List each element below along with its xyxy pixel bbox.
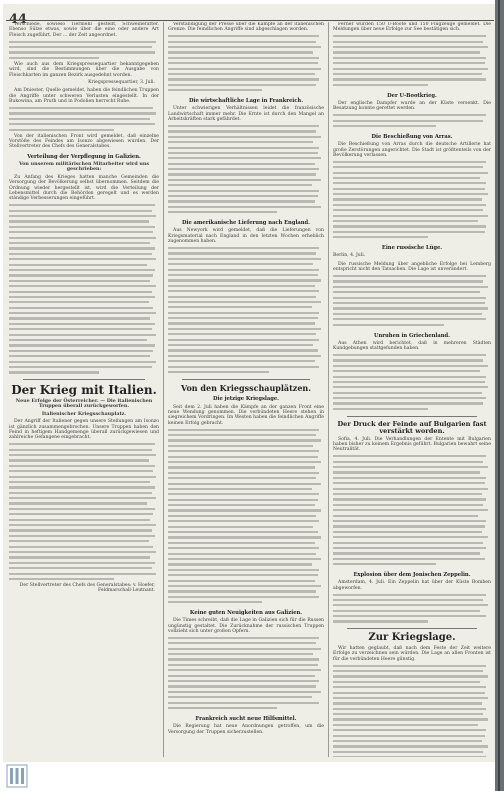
col3-text-block-8: [333, 664, 491, 757]
col1-signature-1: Kriegspressequartier, 3. Juli.: [88, 80, 155, 85]
column-2: [168, 22, 324, 757]
column-rule-2: [328, 22, 329, 757]
col3-headline-2: Die Beschießung von Arras.: [371, 133, 453, 140]
col3-text-block-2: [333, 114, 491, 130]
library-logo-icon: [6, 764, 28, 788]
col3-text-block-5: [333, 354, 491, 413]
col1-divider: [23, 379, 145, 380]
col1-big-headline: Der Krieg mit Italien.: [11, 383, 157, 398]
col2-headline-4: Frankreich sucht neue Hilfsmittel.: [195, 715, 297, 722]
col1-text-block-2: [9, 107, 159, 134]
col2-big-headline: Von den Kriegsschauplätzen.: [180, 382, 312, 393]
newspaper-page: [3, 4, 495, 762]
col3-divider: [347, 416, 477, 417]
col3-text-block-4: [333, 275, 491, 329]
col3-top-text: Ferner wurden 150 U-Boote und 150 Flugzeuge gemeldet. Die Meldungen über neue Erfolge zur See bestätigen sich.: [333, 22, 491, 33]
col2-divider: [182, 379, 310, 380]
col1-notice-2: Am Dniester, Quelle gemeldet, haben die feindlichen Truppen die Angriffe unter schweren Verlusten eingestellt. In der Bukowina, am Pruth und in Podolien herrscht Ruhe.: [9, 88, 159, 105]
col3-text-block-3: [333, 160, 491, 241]
col2-text-block: [168, 35, 324, 94]
col2-text-5: Die Regierung hat neue Anordnungen getroffen, um die Versorgung der Truppen sicherzustellen.: [168, 724, 324, 735]
page-number: 44: [9, 12, 28, 27]
bottom-margin: [3, 762, 495, 791]
col2-text-block-4: [168, 428, 324, 606]
col3-text-5: Sofia, 4. Juli. Die Verhandlungen der Entente mit Bulgarien haben bisher zu keinem Ergebnis geführt. Bulgarien bewahrt seine Neutralität.: [333, 436, 491, 453]
col1-italy-lead: Italienischer Kriegsschauplatz.: [41, 410, 127, 417]
col3-text-1: Der englische Dampfer wurde an der Küste versenkt. Die Besatzung konnte gerettet werden.: [333, 100, 491, 112]
col2-text-block-2: [168, 125, 324, 217]
col1-signature-2: Der Stellvertreter des Chefs des Generalstabes: v. Hoefer, Feldmarschall-Leutnant.: [19, 582, 155, 594]
col2-headline-3: Keine guten Neuigkeiten aus Galizien.: [189, 610, 303, 617]
col1-text-block-4: [9, 443, 159, 583]
col1-text-block-3: [9, 204, 159, 377]
col1-galizien-sub: Von unserem militärischen Mitarbeiter wird uns geschrieben:: [18, 161, 150, 173]
col1-intro: Verschiede, sowieso Tiermehl gestellt, Schweinefutter. Ebenso Sülze etwas, sowie über die eine oder andere Art Fleisch zugeführt. Der ... der Zeit angeordnet.: [9, 22, 159, 38]
column-rule-1: [163, 22, 164, 757]
col3-dateline-1: Berlin, 4. Juli.: [333, 253, 366, 259]
col2-text-3: Seit dem 2. Juli haben die Kämpfe an der ganzen Front eine neue Wendung genommen. Die verbündeten Heere stehen in siegreichem Vordringen. Im Westen haben die feindlichen Angriffe keinen Erfolg gebracht.: [168, 404, 324, 426]
col3-headline-5: Explosion über dem Jonischen Zeppelin.: [353, 572, 471, 579]
header-rule: [6, 20, 494, 21]
col2-text-block-5: [168, 637, 324, 712]
col3-text-block-6: [333, 455, 491, 568]
col2-text-1: Unter schwierigen Verhältnissen leidet die französische Landwirtschaft immer mehr. Die Ernte ist durch den Mangel an Arbeitskräften stark gefährdet.: [168, 106, 324, 123]
col1-notice-3: Von der italienischen Front wird gemeldet, daß einzelne Vorstöße des Feindes am Isonzo abgewiesen wurden. Der Stellvertreter des Chefs des Generalstabes.: [9, 133, 159, 150]
col3-text-7: Wir hatten geglaubt, daß nach dem Feste der Zeit weitere Erfolge zu verzeichnen sein würden. Die Lage an allen Fronten ist für die verbündeten Heere günstig.: [333, 645, 491, 662]
col1-headline-galizien: Verteilung der Verpflegung in Galizien.: [27, 153, 141, 160]
col3-text-3: Die russische Meldung über angebliche Erfolge bei Lemberg entspricht nicht den Tatsachen. Die Lage ist unverändert.: [333, 261, 491, 273]
col2-headline-1: Die wirtschaftliche Lage in Frankreich.: [188, 98, 304, 105]
col1-galizien-text: Zu Anfang des Krieges hatten manche Gemeinden die Versorgung der Bevölkerung selbst übernommen. Seitdem die Ordnung wieder hergestellt ist, wird die Verteilung der Lebensmittel durch die Behörden geregelt und es werden ständige Verbesserungen eingeführt.: [9, 174, 159, 202]
col2-headline-2: Die amerikanische Lieferung nach England.: [181, 220, 310, 227]
col3-text-block-7: [333, 593, 491, 625]
scan-edge-strip: [495, 0, 504, 791]
col1-italy-sub: Neue Erfolge der Österreicher. — Die italienischen Truppen überall zurückgeworfen.: [15, 397, 153, 410]
col2-text-block-3: [168, 247, 324, 376]
col1-italy-text: Der Angriff der Italiener gegen unsere Stellungen am Isonzo ist gänzlich zusammengebrochen. Unsere Truppen haben den Feind in heftigem Handgemenge überall zurückgewiesen und zahlreiche Gefangene eingebracht.: [9, 419, 159, 441]
col3-big-headline-2: Zur Kriegslage.: [368, 632, 456, 644]
col3-text-2: Die Beschießung von Arras durch die deutsche Artillerie hat große Zerstörungen angerichtet. Die Stadt ist größtenteils von der Bevölkerung verlassen.: [333, 142, 491, 158]
col2-text-2: Aus Newyork wird gemeldet, daß die Lieferungen von Kriegsmaterial nach England in den letzten Wochen erheblich zugenommen haben.: [168, 228, 324, 245]
col2-text-4: Die Times schreibt, daß die Lage in Galizien sich für die Russen ungünstig gestaltet. Die Zurücknahme der russischen Truppen vollzieht sich unter großen Opfern.: [168, 618, 324, 635]
col2-top-text: Verständigung der Presse über die Kämpfe an der italienischen Grenze. Die feindlichen Angriffe sind abgeschlagen worden.: [168, 22, 324, 33]
col2-sub-headline: Die jetzige Kriegslage.: [213, 396, 279, 403]
col3-headline-4: Unruhen in Griechenland.: [374, 332, 450, 339]
col3-text-4: Aus Athen wird berichtet, daß in mehreren Städten Kundgebungen stattgefunden haben.: [333, 340, 491, 352]
col3-headline-1: Der U-Bootkrieg.: [387, 92, 437, 99]
col3-divider-2: [347, 628, 477, 629]
col1-text-block: [9, 40, 159, 62]
col3-text-block: [333, 35, 491, 89]
column-3: [333, 22, 491, 757]
col3-text-6: Amsterdam, 4. Juli. Ein Zeppelin hat über der Küste Bomben abgeworfen.: [333, 580, 491, 591]
column-1: [9, 22, 159, 757]
col1-notice-1: Wie auch aus dem Kriegspressequartier bekanntgegeben wird, sind die Bestimmungen über die Ausgabe von Fleischkarten im ganzen Bezirk ausgedehnt worden.: [9, 61, 159, 78]
col3-big-headline: Der Druck der Feinde auf Bulgarien fast verstärkt worden.: [337, 419, 487, 435]
col3-headline-3: Eine russische Lüge.: [381, 245, 443, 252]
